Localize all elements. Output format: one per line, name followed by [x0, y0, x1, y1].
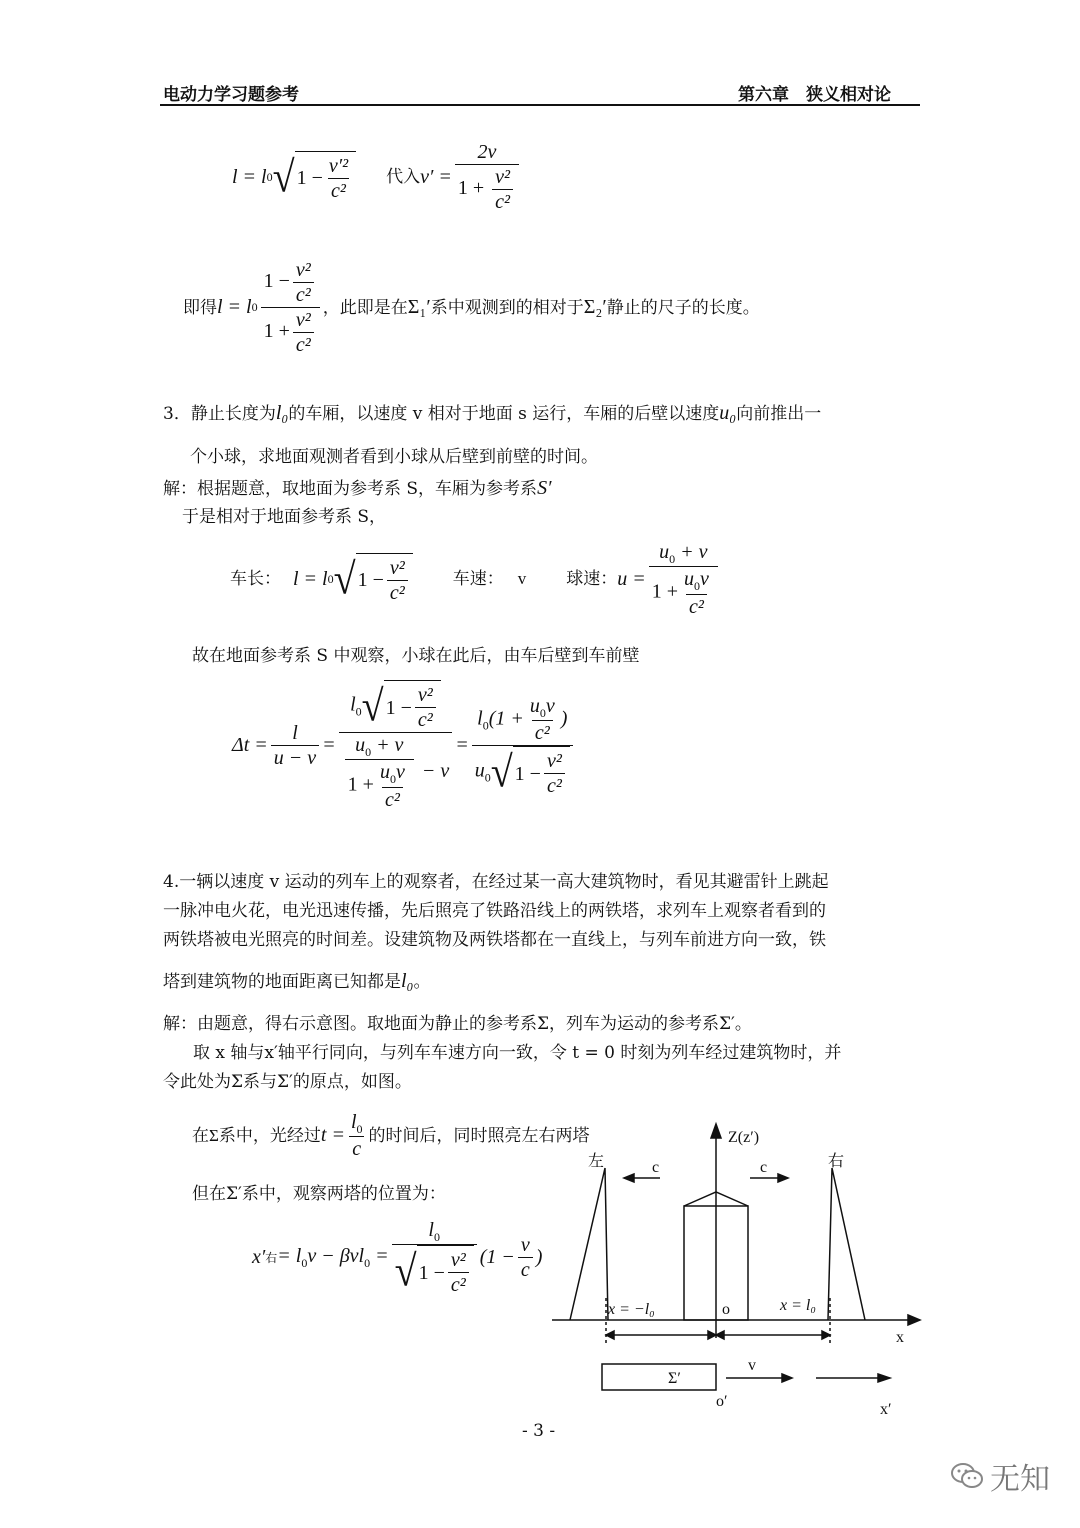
x-axis-arrow — [908, 1315, 920, 1325]
x-pos-label: x = l₀ — [780, 1297, 816, 1314]
right-tower — [828, 1168, 865, 1320]
problem4-in-sigma: 在Σ系中，光经过 t = $\frac{l_0}{c}$ 的时间后，同时照亮左右两塔 — [192, 1111, 590, 1161]
problem4-line1: 4.一辆以速度 v 运动的列车上的观察者，在经过某一高大建筑物时，看见其避雷针上跳起 — [163, 872, 829, 892]
c-left-arrow-head — [624, 1174, 634, 1182]
problem3-sol2: 于是相对于地面参考系 S， — [182, 507, 387, 527]
problem3-solution: 解：根据题意，取地面为参考系 S，车厢为参考系S′ — [163, 477, 552, 499]
problem3-line2: 个小球，求地面观测者看到小球从后壁到前壁的时间。 — [190, 447, 598, 467]
v-label: v — [748, 1357, 756, 1374]
origin-prime-label: o′ — [716, 1393, 728, 1410]
page-number: - 3 - — [522, 1421, 556, 1441]
c-left-label: c — [652, 1159, 660, 1176]
z-label: Z(z′) — [728, 1129, 760, 1146]
equation-delta-t: Δt = $\frac{l}{u - v}$ = $l_0$ √ 1 − $\frac{\text{v²}}{\text{c²}}$ $u_0 + v$ 1 + $\frac{u_0v}{\text{c²}}$ − v = $l_0(1$ + $\frac{u_0v}{\text{c²}}$ ) $u_0$ √ 1 − $\frac{\text{v²}}{\text{c²}}$ — [232, 680, 576, 812]
problem4-sol3: 令此处为Σ系与Σ′的原点，如图。 — [163, 1072, 412, 1092]
problem4-line2: 一脉冲电火花，电光迅速传播，先后照亮了铁路沿线上的两铁塔，求列车上观察者看到的 — [163, 901, 826, 921]
wechat-icon — [950, 1462, 984, 1490]
reference-frame-diagram — [540, 1108, 930, 1428]
header-left: 电动力学习题参考 — [163, 85, 299, 105]
c-right-arrow-head — [778, 1174, 788, 1182]
origin-label: o — [722, 1301, 730, 1318]
left-tower — [570, 1168, 608, 1320]
x-prime-axis-label: x′ — [880, 1401, 892, 1418]
c-right-label: c — [760, 1159, 768, 1176]
left-tower-label: 左 — [588, 1151, 605, 1170]
problem4-sol2: 取 x 轴与x′轴平行同向，与列车车速方向一致，令 t = 0 时刻为列车经过建筑物时，并 — [193, 1043, 842, 1063]
watermark — [950, 1454, 1050, 1498]
header-rule — [160, 104, 920, 106]
equation-1: l = l 0 √ 1 − $\frac{\text{v′²}}{\text{c²}}$ 代入 v′ = 2v 1 + $\frac{\text{v²}}{\text{c²}}$ — [232, 140, 522, 214]
watermark-text: 无知 — [990, 1462, 1050, 1497]
equation-xright: x′ 右 = $l_0v - \beta vl_0$ = $l_0$ √ 1 − $\frac{\text{v²}}{\text{c²}}$ (1 − $\frac{v}{c}$ ) — [252, 1219, 543, 1297]
problem3-line1: 3．静止长度为l₀的车厢，以速度 v 相对于地面 s 运行，车厢的后壁以速度u₀向前推出一 — [163, 402, 822, 424]
header-right: 第六章 狭义相对论 — [738, 85, 891, 105]
z-axis-arrow — [711, 1124, 721, 1138]
sigma-prime-label: Σ′ — [668, 1370, 681, 1387]
problem3-conclusion: 故在地面参考系 S 中观察，小球在此后，由车后壁到车前壁 — [192, 646, 640, 666]
x-axis-label: x — [896, 1329, 904, 1346]
problem3-quantities: 车长： l = l 0 √ 1 − $\frac{\text{v²}}{\text{c²}}$ 车速： v 球速： u = $u_0 + v$ 1 + $\frac{u_0v}{\text{c²}}$ — [230, 540, 721, 619]
x-neg-label: x = −l₀ — [608, 1301, 655, 1318]
problem4-sol1: 解：由题意，得右示意图。取地面为静止的参考系Σ，列车为运动的参考系Σ′。 — [163, 1014, 752, 1034]
problem4-line4: 塔到建筑物的地面距离已知都是l₀。 — [163, 970, 431, 992]
sigma-prime-box — [602, 1364, 716, 1390]
right-tower-label: 右 — [828, 1151, 845, 1170]
problem4-line3: 两铁塔被电光照亮的时间差。设建筑物及两铁塔都在一直线上，与列车前进方向一致，铁 — [163, 930, 826, 950]
equation-2: 即得 l = l 0 1 − $\frac{\text{v²}}{\text{c²}}$ 1 + $\frac{\text{v²}}{\text{c²}}$ ，此即是在 Σ₁′ 系中观测到的相对于 Σ₂′ 静止的尺子的长度。 — [183, 259, 760, 356]
problem4-in-sigmap: 但在Σ′系中，观察两塔的位置为： — [192, 1184, 446, 1204]
